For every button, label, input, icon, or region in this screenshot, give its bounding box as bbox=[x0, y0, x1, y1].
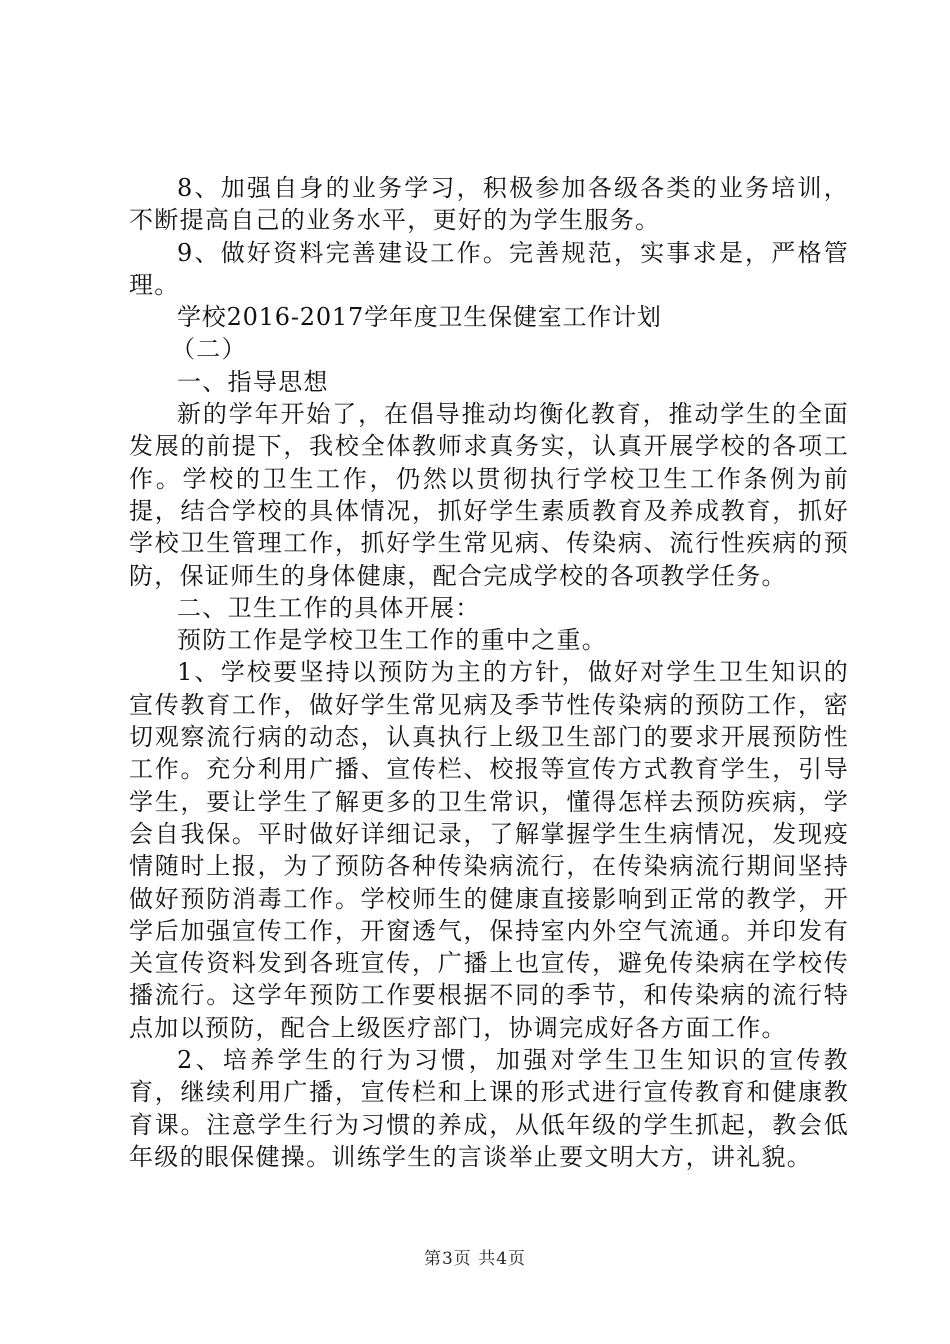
paragraph-item-2: 2、培养学生的行为习惯，加强对学生卫生知识的宣传教育，继续利用广播，宣传栏和上课的形式进行宣传教育和健康教育课。注意学生行为习惯的养成，从低年级的学生抓起，教会低年级的眼保健操。训练学生的言谈举止要文明大方，讲礼貌。 bbox=[129, 1046, 849, 1171]
paragraph-prevention-intro: 预防工作是学校卫生工作的重中之重。 bbox=[177, 626, 608, 655]
heading-guiding-ideology: 一、指导思想 bbox=[177, 367, 329, 396]
paragraph-guiding-ideology: 新的学年开始了，在倡导推动均衡化教育，推动学生的全面发展的前提下，我校全体教师求真务实，认真开展学校的各项工作。学校的卫生工作，仍然以贯彻执行学校卫生工作条例为前提，结合学校的具体情况，抓好学生素质教育及养成教育，抓好学校卫生管理工作，抓好学生常见病、传染病、流行性疾病的预防，保证师生的身体健康，配合完成学校的各项教学任务。 bbox=[129, 400, 849, 590]
paragraph-item-1: 1、学校要坚持以预防为主的方针，做好对学生卫生知识的宣传教育工作，做好学生常见病及季节性传染病的预防工作，密切观察流行病的动态，认真执行上级卫生部门的要求开展预防性工作。充分利用广播、宣传栏、校报等宣传方式教育学生，引导学生，要让学生了解更多的卫生常识，懂得怎样去预防疾病，学会自我保。平时做好详细记录，了解掌握学生生病情况，发现疫情随时上报，为了预防各种传染病流行，在传染病流行期间坚持做好预防消毒工作。学校师生的健康直接影响到正常的教学，开学后加强宣传工作，开窗透气，保持室内外空气流通。并印发有关宣传资料发到各班宣传，广播上也宣传，避免传染病在学校传播流行。这学年预防工作要根据不同的季节，和传染病的流行特点加以预防，配合上级医疗部门，协调完成好各方面工作。 bbox=[129, 658, 849, 1042]
page-footer: 第3页 共4页 bbox=[423, 1249, 527, 1269]
document-body bbox=[129, 172, 849, 1173]
heading-health-work: 二、卫生工作的具体开展： bbox=[177, 593, 481, 622]
paragraph-item-9: 9、做好资料完善建设工作。完善规范，实事求是，严格管理。 bbox=[129, 238, 849, 299]
section-number: （二） bbox=[171, 335, 247, 364]
plan-title: 学校2016-2017学年度卫生保健室工作计划 bbox=[177, 303, 662, 332]
paragraph-item-8: 8、加强自身的业务学习，积极参加各级各类的业务培训，不断提高自己的业务水平，更好的为学生服务。 bbox=[129, 174, 849, 235]
